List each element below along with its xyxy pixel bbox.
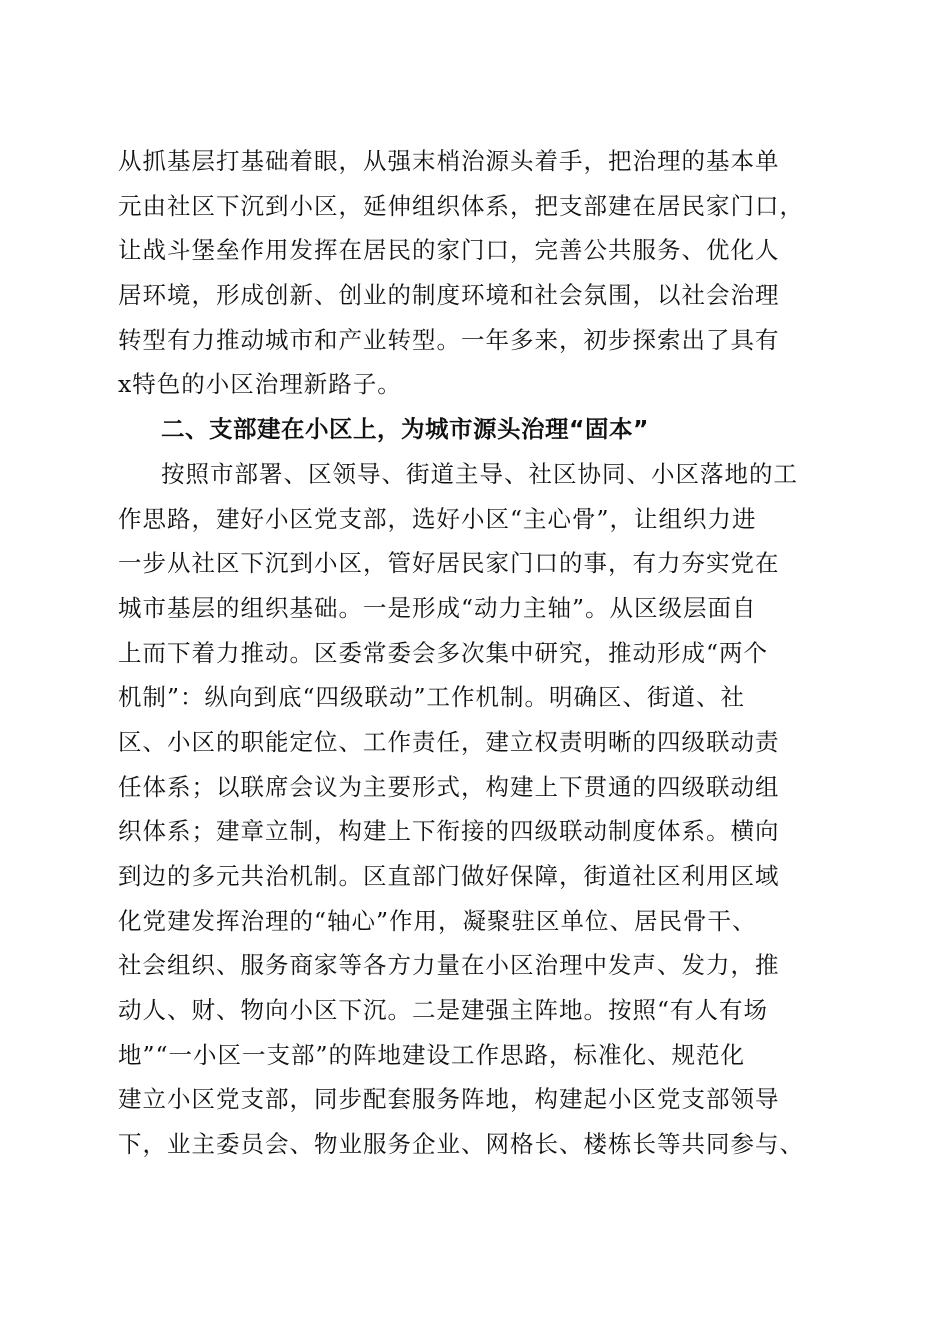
paragraph-2-line-10: 到边的多元共治机制。区直部门做好保障，街道社区利用区域 [118, 862, 780, 890]
paragraph-2-line-12: 社会组织、服务商家等各方力量在小区治理中发声、发力，推 [118, 951, 780, 980]
paragraph-2-line-7: 区、小区的职能定位、工作责任，建立权责明晰的四级联动责 [118, 727, 780, 756]
paragraph-2-line-9: 织体系；建章立制，构建上下衔接的四级联动制度体系。横向 [118, 817, 780, 846]
document-body [118, 139, 830, 1167]
paragraph-1-line-3: 让战斗堡垒作用发挥在居民的家门口，完善公共服务、优化人 [118, 236, 780, 265]
paragraph-1-line-4: 居环境，形成创新、创业的制度环境和社会氛围，以社会治理 [118, 281, 780, 310]
paragraph-2-line-5: 上而下着力推动。区委常委会多次集中研究，推动形成“两个 [118, 638, 769, 667]
paragraph-1-line-6: x特色的小区治理新路子。 [118, 370, 402, 399]
paragraph-2-line-15: 建立小区党支部，同步配套服务阵地，构建起小区党支部领导 [118, 1085, 780, 1114]
paragraph-2-line-3: 一步从社区下沉到小区，管好居民家门口的事，有力夯实党在 [118, 549, 780, 578]
paragraph-2-line-13: 动人、财、物向小区下沉。二是建强主阵地。按照“有人有场 [118, 996, 769, 1025]
paragraph-1-line-5: 转型有力推动城市和产业转型。一年多来，初步探索出了具有 [118, 325, 780, 354]
paragraph-1-line-2: 元由社区下沉到小区，延伸组织体系，把支部建在居民家门口， [118, 191, 804, 220]
paragraph-1-line-1: 从抓基层打基础着眼，从强末梢治源头着手，把治理的基本单 [118, 147, 780, 175]
paragraph-2-line-6: 机制”：纵向到底“四级联动”工作机制。明确区、街道、社 [118, 683, 746, 712]
paragraph-2-line-16: 下，业主委员会、物业服务企业、网格长、楼栋长等共同参与、 [118, 1130, 804, 1159]
paragraph-2-line-8: 任体系；以联席会议为主要形式，构建上下贯通的四级联动组 [118, 772, 780, 801]
paragraph-2-line-1: 按照市部署、区领导、街道主导、社区协同、小区落地的工 [161, 459, 798, 488]
paragraph-2-line-2: 作思路，建好小区党支部，选好小区“主心骨”，让组织力进 [118, 504, 757, 533]
paragraph-2-line-4: 城市基层的组织基础。一是形成“动力主轴”。从区级层面自 [118, 593, 757, 622]
paragraph-2-line-14: 地”“一小区一支部”的阵地建设工作思路，标准化、规范化 [118, 1040, 746, 1069]
section-heading-2: 二、支部建在小区上，为城市源头治理“固本” [161, 415, 649, 444]
paragraph-2-line-11: 化党建发挥治理的“轴心”作用，凝聚驻区单位、居民骨干、 [118, 906, 757, 935]
